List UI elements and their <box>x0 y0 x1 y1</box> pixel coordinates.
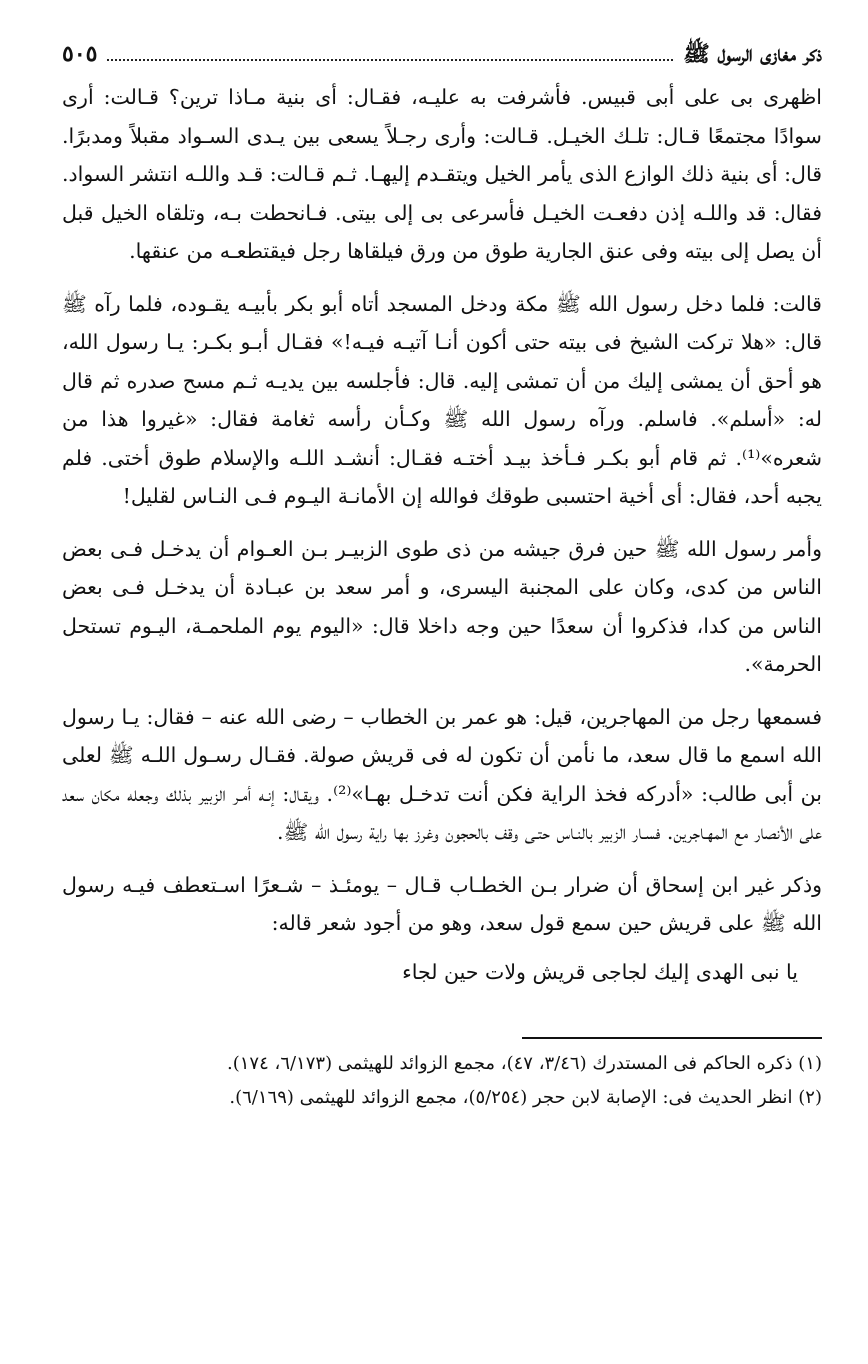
paragraph-5: وذكر غير ابن إسحاق أن ضرار بـن الخطـاب قـال – يومئـذ – شـعرًا اسـتعطف فيـه رسول الله ﷺ على قريش حين سمع قول سعد، وهو من أجود شعر قاله: <box>62 872 822 935</box>
running-title: ذكر مغازى الرسول ﷺ <box>683 41 822 67</box>
paragraph-4: فسمعها رجل من المهاجرين، قيل: هو عمر بن الخطاب – رضى الله عنه – فقال: يـا رسول الله اسمع ما قال سعد، ما نأمن أن تكون له فى قريش صولة. فقـال رسـول اللـه ﷺ لعلى بن أبى طالب: «أدركه فخذ الراية فكن أنت تدخـل بهـا»⁽²⁾. ويقـال: إنـه أمـر الزبير بذلك وجعله مكان سعد على الأنصار مع المهـاجرين. فسـار الزبير بالنـاس حتـى وقف بالحجون وغرز بها راية رسول الله ﷺ. <box>62 704 822 844</box>
footnote-divider <box>522 1037 822 1039</box>
header-dot-leader <box>107 45 673 61</box>
page-header <box>62 40 822 78</box>
paragraph-3: وأمر رسول الله ﷺ حين فرق جيشه من ذى طوى الزبيـر بـن العـوام أن يدخـل فـى بعض الناس من كدى، وكان على المجنبة اليسرى، و أمر سعد بن عبـادة أن يدخـل فـى بعض الناس من كدا، فذكروا أن سعدًا حين وجه داخلا قال: «اليوم يوم الملحمـة، اليـوم تستحل الحرمة». <box>62 536 822 676</box>
footnote-1: (١) ذكره الحاكم فى المستدرك (٣/٤٦، ٤٧)، مجمع الزوائد للهيثمى (٦/١٧٣، ١٧٤). <box>227 1053 822 1074</box>
book-page <box>62 40 822 1115</box>
footnote-2: (٢) انظر الحديث فى: الإصابة لابن حجر (٥/٢٥٤)، مجمع الزوائد للهيثمى (٦/١٦٩). <box>229 1087 822 1108</box>
page-number: ٥٠٥ <box>62 41 98 67</box>
paragraph-1: اظهرى بى على أبى قبيس. فأشرفت به عليـه، فقـال: أى بنية مـاذا ترين؟ قـالت: أرى سوادًا مجتمعًا قـال: تلـك الخيـل. قـالت: وأرى رجـلاً يسعى بين يـدى السـواد مقبلاً ومدبرًا. قال: أى بنية ذلك الوازع الذى يأمر الخيل ويتقـدم إليهـا. ثـم قـالت: قـد واللـه انتشر السواد. فقال: قد واللـه إذن دفعـت الخيـل فأسرعى بى إلى بيتى. فـانحطت بـه، وتلقاه الخيل قبل أن يصل إلى بيته وفى عنق الجارية طوق من ورق فيلقاها رجل فيقتطعـه من عنقها. <box>62 85 822 263</box>
paragraph-2: قالت: فلما دخل رسول الله ﷺ مكة ودخل المسجد أتاه أبو بكر بأبيـه يقـوده، فلما رآه ﷺ قال: «هلا تركت الشيخ فى بيته حتى أكون أنـا آتيـه فيـه!» فقـال أبـو بكـر: يـا رسول الله، هو أحق أن يمشى إليك من أن تمشى إليه. قال: فأجلسه بين يديـه ثـم مسح صدره ثم قال له: «أسلم». فاسلم. ورآه رسول الله ﷺ وكـأن رأسه ثغامة فقال: «غيروا هذا من شعره»⁽¹⁾. ثم قام أبو بكـر فـأخذ بيـد أختـه فقـال: أنشـد اللـه والإسلام طوق أختى. فلم يجبه أحد، فقال: أى أخية احتسبى طوقك فوالله إن الأمانـة اليـوم فـى النـاس لقليل! <box>62 291 822 508</box>
poetry-verse: يا نبى الهدى إليك لجاجى قريش ولات حين لجاء <box>402 959 798 984</box>
footnotes <box>62 1047 822 1115</box>
page-body <box>62 78 822 991</box>
